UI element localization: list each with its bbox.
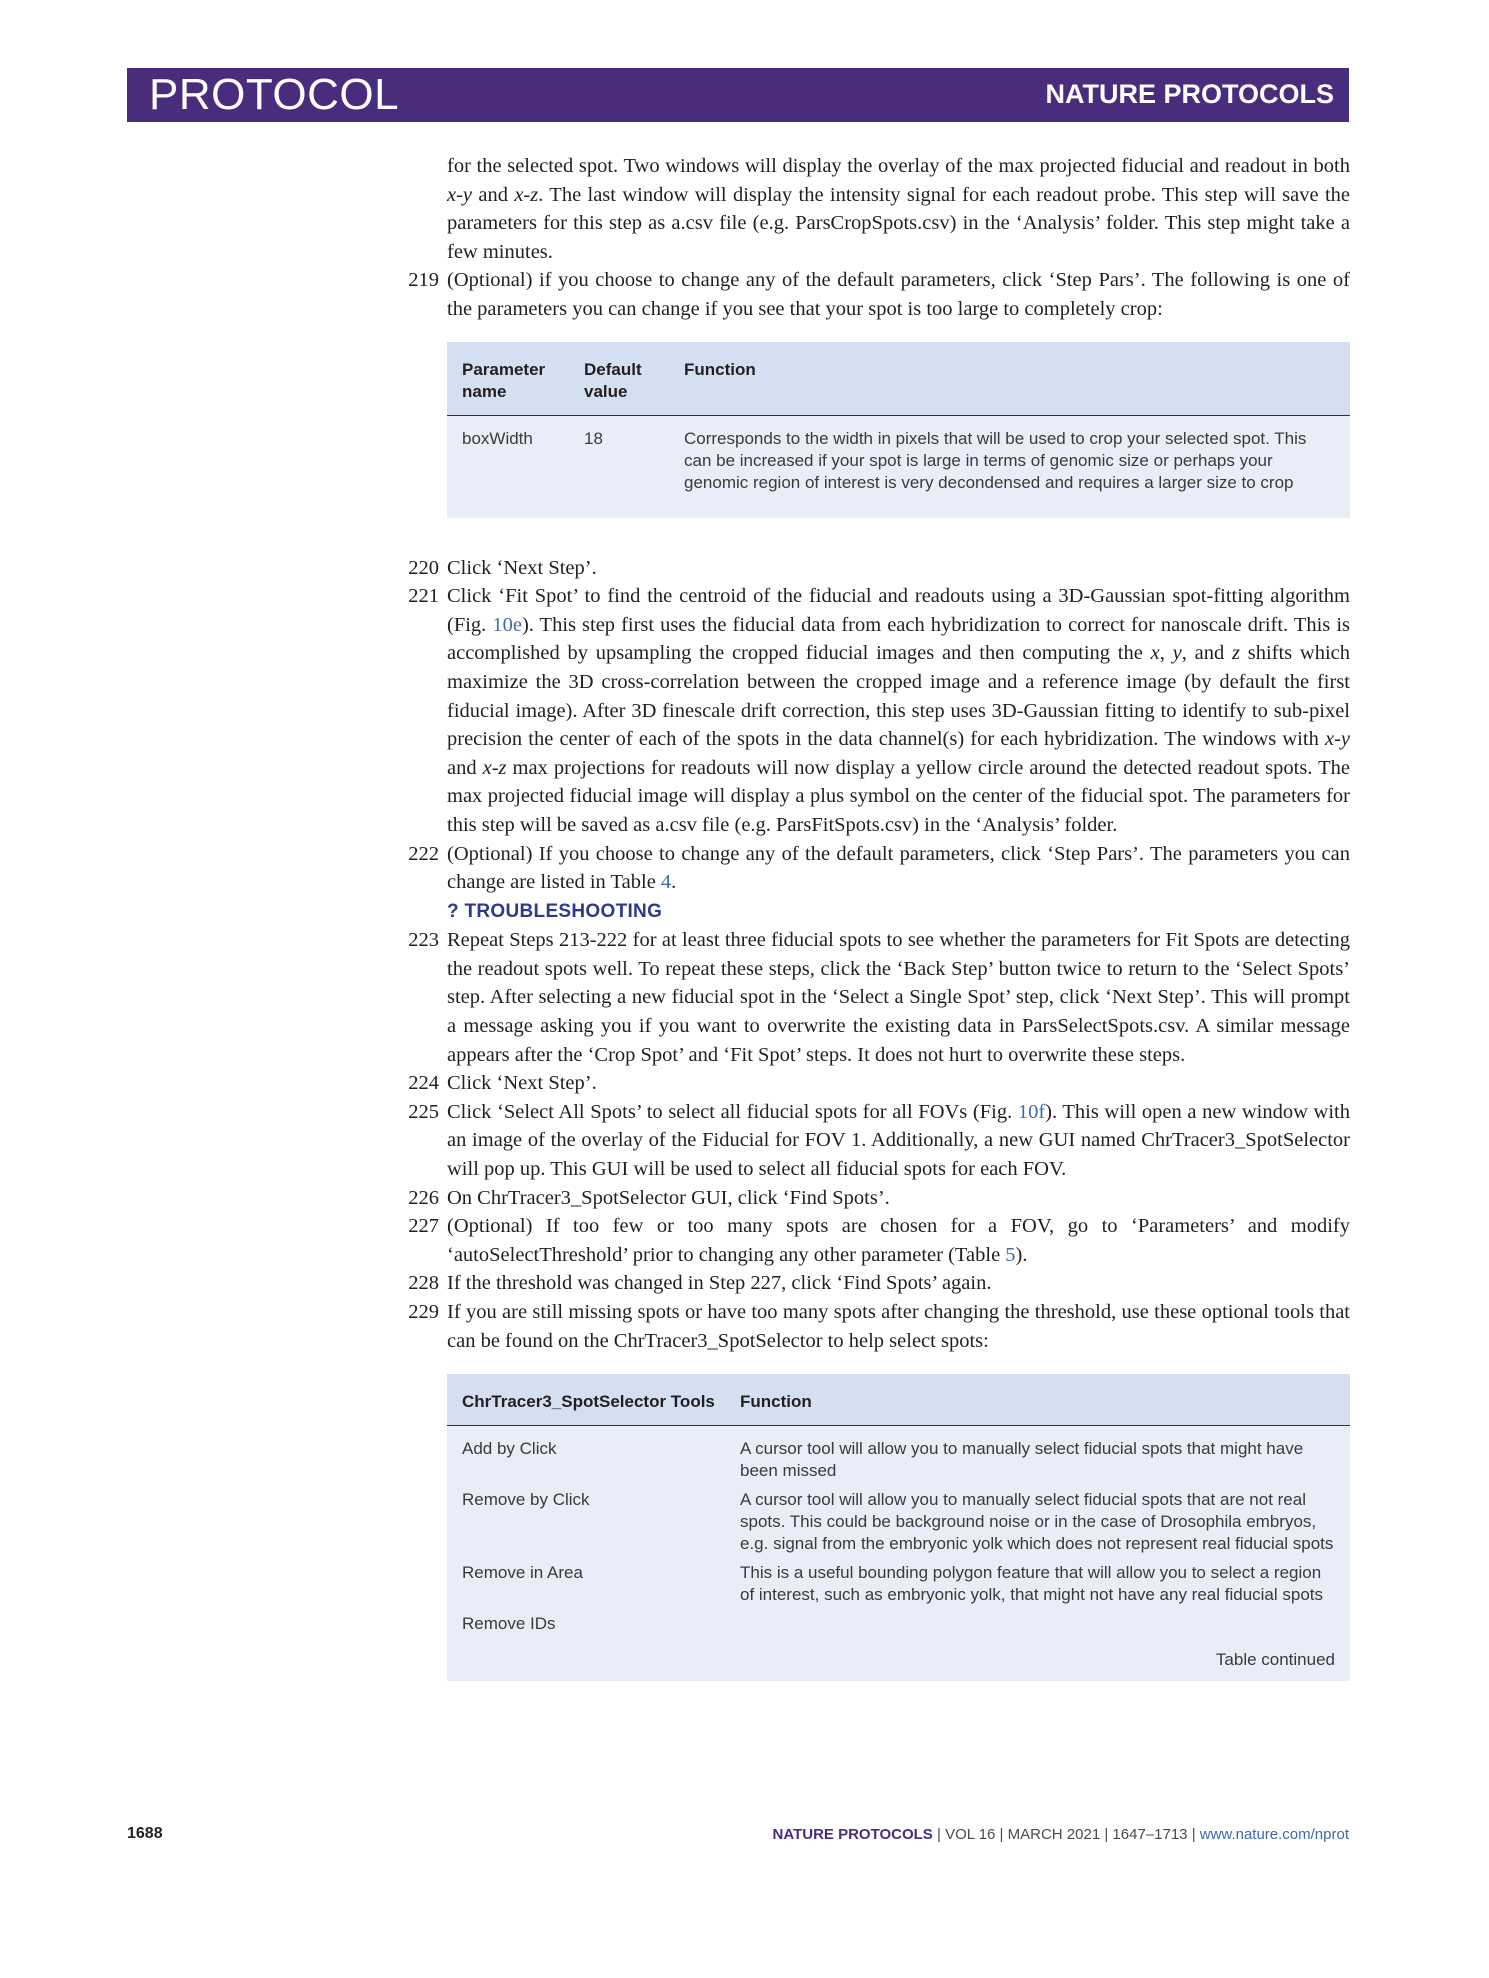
tool-name: Add by Click <box>462 1439 557 1459</box>
footer-citation: NATURE PROTOCOLS | VOL 16 | MARCH 2021 | 1647–1713 | www.nature.com/nprot <box>772 1826 1349 1843</box>
footer-volume: VOL 16 <box>945 1826 996 1843</box>
step-text: Repeat Steps 213-222 for at least three fiducial spots to see whether the parameters for Fit Spots are detecting the readout spots well. To repeat these steps, click the ‘Back Step’ button twice to return to the ‘Select Spots’ step. After selecting a new fiducial spot in the ‘Select a Single Spot’ step, click ‘Next Step’. This will prompt a message asking you if you want to overwrite the existing data in ParsSelectSpots.csv. A similar message appears after the ‘Crop Spot’ and ‘Fit Spot’ steps. It does not hurt to overwrite these steps. <box>447 929 1350 1066</box>
footer-pages: 1647–1713 <box>1112 1826 1188 1843</box>
step-number: 225 <box>408 1100 439 1123</box>
figure-link[interactable]: 10f <box>1017 1100 1046 1123</box>
footer-url-link[interactable]: www.nature.com/nprot <box>1199 1826 1349 1843</box>
step-text: Click ‘Next Step’. <box>447 1072 597 1095</box>
step-221: 221 Click ‘Fit Spot’ to find the centroid of the fiducial and readouts using a 3D-Gaussian spot-fitting algorithm (Fig. 10e). This step first uses the fiducial data from each hybridization to correct for nanoscale drift. This is accomplished by upsampling the cropped fiducial images and then computing the x, y, and z shifts which maximize the 3D cross-correlation between the cropped image and a reference image (by default the first fiducial image). After 3D finescale drift correction, this step uses 3D-Gaussian fitting to identify to sub-pixel precision the center of each of the spots in the data channel(s) for each hybridization. The windows with x-y and x-z max projections for readouts will now display a yellow circle around the detected readout spots. The max projected fiducial image will display a plus symbol on the center of the fiducial spot. The parameters for this step will be saved as a.csv file (e.g. ParsFitSpots.csv) in the ‘Analysis’ folder. <box>447 582 1350 839</box>
body-text <box>408 152 1350 1681</box>
footer-journal: NATURE PROTOCOLS <box>772 1826 933 1843</box>
step-number: 229 <box>408 1301 439 1323</box>
tool-function: A cursor tool will allow you to manually select fiducial spots that are not real spots. This could be background noise or in the case of Drosophila embryos, e.g. signal from the embryonic yolk which does not represent real fiducial spots <box>740 1490 1334 1554</box>
step-number: 226 <box>408 1186 439 1209</box>
default-value: 18 <box>584 428 603 448</box>
tools-table <box>447 1374 1350 1681</box>
tool-function: This is a useful bounding polygon feature that will allow you to select a region of interest, such as embryonic yolk, that might not have any real fiducial spots <box>740 1563 1324 1605</box>
tool-name: Remove by Click <box>462 1490 590 1510</box>
parameter-table <box>447 342 1350 518</box>
step-220 <box>408 554 1350 583</box>
step-226 <box>408 1184 1350 1213</box>
table-header <box>447 342 1350 416</box>
parameter-name: boxWidth <box>462 428 533 448</box>
table-header <box>447 1374 1350 1426</box>
table-row <box>447 1606 1350 1635</box>
step-text: If the threshold was changed in Step 227, click ‘Find Spots’ again. <box>447 1272 992 1295</box>
step-224 <box>408 1069 1350 1098</box>
step-225: 225 Click ‘Select All Spots’ to select all fiducial spots for all FOVs (Fig. 10f). This will open a new window with an image of the overlay of the Fiducial for FOV 1. Additionally, a new GUI named ChrTracer3_SpotSelector will pop up. This GUI will be used to select all fiducial spots for each FOV. <box>447 1098 1350 1184</box>
step-text: If you are still missing spots or have too many spots after changing the threshold, use these optional tools that can be found on the ChrTracer3_SpotSelector to help select spots: <box>447 1301 1350 1352</box>
step-number: 227 <box>408 1215 439 1238</box>
step-number: 228 <box>408 1272 439 1295</box>
step-text: Click ‘Next Step’. <box>447 556 597 579</box>
table-continued-note: Table continued <box>1215 1650 1335 1670</box>
intro-paragraph: for the selected spot. Two windows will display the overlay of the max projected fiducial and readout in both x-y and x-z. The last window will display the intensity signal for each readout probe. This step will save the parameters for this step as a.csv file (e.g. ParsCropSpots.csv) in the ‘Analysis’ folder. This step might take a few minutes. <box>447 155 1350 263</box>
step-number: 224 <box>408 1072 439 1095</box>
table-row <box>447 1482 1350 1555</box>
header-banner <box>127 68 1349 122</box>
step-229 <box>408 1298 1350 1355</box>
column-header: Default value <box>584 359 642 401</box>
troubleshooting-label[interactable]: ? TROUBLESHOOTING <box>447 900 663 922</box>
step-number: 222 <box>408 842 439 865</box>
function-description: Corresponds to the width in pixels that will be used to crop your selected spot. This can be increased if your spot is large in terms of genomic size or perhaps your genomic region of interest is very decondensed and requires a larger size to crop <box>684 428 1307 492</box>
table-row <box>447 1555 1350 1606</box>
tool-name: Remove IDs <box>462 1614 556 1634</box>
tool-name: Remove in Area <box>462 1563 583 1583</box>
step-text: On ChrTracer3_SpotSelector GUI, click ‘Find Spots’. <box>447 1186 890 1209</box>
figure-link[interactable]: 10e <box>492 613 522 636</box>
table-link[interactable]: 4 <box>660 871 672 894</box>
footer-date: MARCH 2021 <box>1007 1826 1101 1843</box>
step-number: 220 <box>408 556 439 579</box>
tool-function <box>740 1613 1335 1635</box>
step-228 <box>408 1269 1350 1298</box>
column-header: Function <box>740 1392 812 1412</box>
column-header: Function <box>684 359 756 379</box>
step-223 <box>408 926 1350 1069</box>
section-label: PROTOCOL <box>149 70 400 119</box>
step-227: 227 (Optional) If too few or too many spots are chosen for a FOV, go to ‘Parameters’ and modify ‘autoSelectThreshold’ prior to changing any other parameter (Table 5). <box>447 1212 1350 1269</box>
step-number: 219 <box>408 269 439 292</box>
table-row <box>447 1426 1350 1482</box>
table-link[interactable]: 5 <box>1005 1243 1016 1266</box>
table-row <box>447 416 1350 518</box>
tool-function: A cursor tool will allow you to manually select fiducial spots that might have been missed <box>740 1439 1304 1481</box>
step-number: 223 <box>408 929 439 952</box>
journal-name: NATURE PROTOCOLS <box>1045 79 1334 109</box>
column-header: ChrTracer3_SpotSelector Tools <box>462 1392 715 1412</box>
step-219 <box>408 266 1350 323</box>
column-header: Parameter name <box>462 359 546 401</box>
step-text: (Optional) if you choose to change any of the default parameters, click ‘Step Pars’. The following is one of the parameters you can change if you see that your spot is too large to completely crop: <box>447 269 1350 320</box>
step-222: 222 (Optional) If you choose to change any of the default parameters, click ‘Step Pars’. The parameters you can change are listed in Table 4. ? TROUBLESHOOTING <box>447 840 1350 927</box>
step-number: 221 <box>408 585 439 608</box>
page-number: 1688 <box>127 1825 163 1842</box>
